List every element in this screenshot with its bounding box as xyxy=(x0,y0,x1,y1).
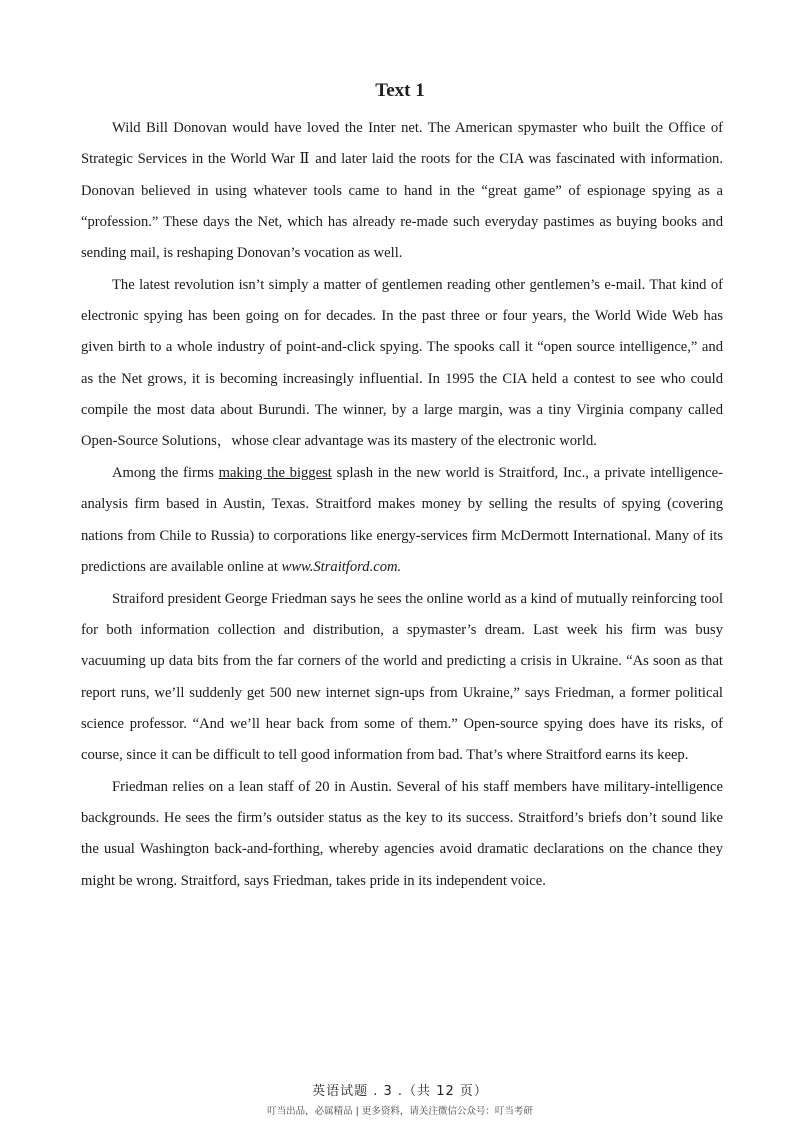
website-text: www.Straitford.com. xyxy=(281,558,402,575)
paragraph-3 xyxy=(81,458,723,583)
paragraph-2: The latest revolution isn’t simply a matter of gentlemen reading other gentlemen’s e-mail. That kind of electronic spying has been going on for decades. In the past three or four years, the World Wide Web has given birth to a whole industry of point-and-click spying. The spooks call it “open source intelligence,” and as the Net grows, it is becoming increasingly influential. In 1995 the CIA held a contest to see who could compile the most data about Burundi. The winner, by a large margin, was a tiny Virginia company called Open-Source Solutions，whose clear advantage was its mastery of the electronic world. xyxy=(81,276,723,450)
paragraph-5: Friedman relies on a lean staff of 20 in Austin. Several of his staff members have military-intelligence backgrounds. He sees the firm’s outsider status as the key to its success. Straitford’s briefs don’t sound like the usual Washington back-and-forthing, whereby agencies avoid dramatic declarations on the chance they might be wrong. Straitford, says Friedman, takes pride in its independent voice. xyxy=(81,778,723,889)
underlined-phrase: making the biggest xyxy=(218,465,332,482)
paragraph-3-after: splash in the new world is Straitford, Inc., a private intelligence-analysis firm based in Austin, Texas. Straitford makes money by selling the results of spying (covering nations from Chile to Russia) to corporations like energy-services firm McDermott International. Many of its predictions are available online at xyxy=(81,465,723,575)
paragraph-3-before: Among the firms xyxy=(112,465,219,482)
passage-body xyxy=(81,113,723,897)
footer-note: 叮当出品，必属精品 | 更多资料，请关注微信公众号：叮当考研 xyxy=(267,1106,533,1117)
paragraph-4: Straiford president George Friedman says he sees the online world as a kind of mutually reinforcing tool for both information collection and distribution, a spymaster’s dream. Last week his firm was busy vacuuming up data bits from the far corners of the world and predicting a crisis in Ukraine. “As soon as that report runs, we’ll suddenly get 500 new internet sign-ups from Ukraine,” says Friedman, a former political science professor. “And we’ll hear back from some of them.” Open-source spying does have its risks, of course, since it can be difficult to tell good information from bad. That’s where Straitford earns its keep. xyxy=(81,590,723,764)
page-number: 英语试题 . 3 .（共 12 页） xyxy=(312,1084,488,1099)
passage-title: Text 1 xyxy=(375,80,425,101)
paragraph-1: Wild Bill Donovan would have loved the Inter net. The American spymaster who built the Office of Strategic Services in the World War Ⅱ and later laid the roots for the CIA was fascinated with information. Donovan believed in using whatever tools came to hand in the “great game” of espionage spying as a “profession.” These days the Net, which has already re-made such everyday pastimes as buying books and sending mail, is reshaping Donovan’s vocation as well. xyxy=(81,120,723,262)
page-footer xyxy=(0,1080,800,1117)
